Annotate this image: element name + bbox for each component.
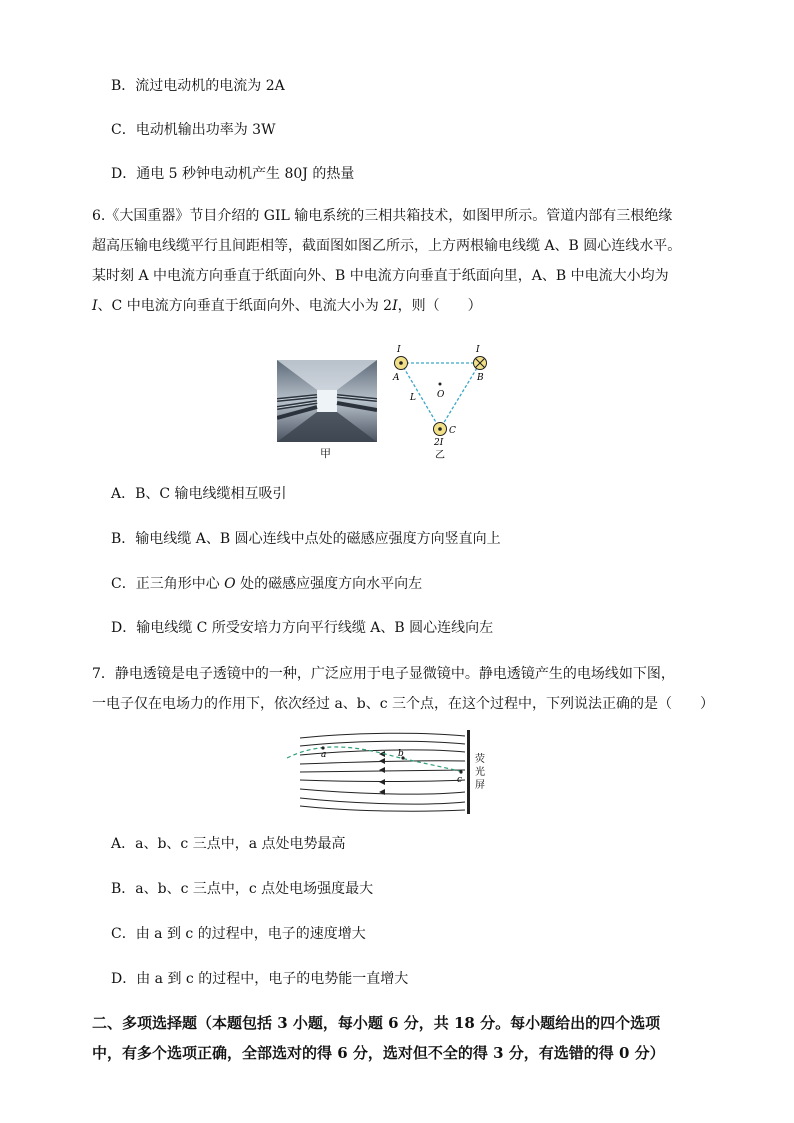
label-ib: I xyxy=(476,345,480,355)
diagram-caption: 乙 xyxy=(435,450,445,460)
q5-option-c: C．电动机输出功率为 3W xyxy=(111,122,276,138)
q7-option-b: B．a、b、c 三点中，c 点处电场强度最大 xyxy=(111,881,374,897)
label-point-a: a xyxy=(321,750,327,760)
q6-option-a: A．B、C 输电线缆相互吸引 xyxy=(111,486,287,502)
label-ia: I xyxy=(397,345,401,355)
label-b: B xyxy=(477,373,484,383)
q6-stem xyxy=(92,201,712,321)
q7-line-2: 一电子仅在电场力的作用下，依次经过 a、b、c 三个点，在这个过程中，下列说法正确的是（ ） xyxy=(92,696,715,712)
q6-photo-caption: 甲 xyxy=(320,447,331,460)
label-point-b: b xyxy=(398,749,404,759)
q6-cross-section-diagram xyxy=(388,342,498,460)
q6-option-c: C．正三角形中心 O 处的磁感应强度方向水平向左 xyxy=(111,576,423,592)
label-c: C xyxy=(449,426,456,436)
label-2i: 2I xyxy=(434,438,444,448)
screen-label-1: 荧 xyxy=(475,754,485,765)
label-a: A xyxy=(393,373,400,383)
section-2-line-2: 中，有多个选项正确，全部选对的得 6 分，选对但不全的得 3 分，有选错的得 0 分） xyxy=(92,1044,665,1062)
q7-option-a: A．a、b、c 三点中，a 点处电势最高 xyxy=(111,836,346,852)
q6-line-1: 6.《大国重器》节目介绍的 GIL 输电系统的三相共箱技术，如图甲所示。管道内部有三根绝缘 xyxy=(92,208,673,224)
q7-option-d: D．由 a 到 c 的过程中，电子的电势能一直增大 xyxy=(111,971,409,987)
q6-line-2: 超高压输电线缆平行且间距相等，截面图如图乙所示，上方两根输电线缆 A、B 圆心连线水平。 xyxy=(92,238,682,254)
field-lines xyxy=(300,733,465,811)
q5-option-b: B．流过电动机的电流为 2A xyxy=(111,78,285,94)
center-o-dot xyxy=(439,383,442,386)
q7-option-c: C．由 a 到 c 的过程中，电子的速度增大 xyxy=(111,926,366,942)
label-l: L xyxy=(410,393,416,403)
screen-label-2: 光 xyxy=(475,767,485,778)
section-2-line-1: 二、多项选择题（本题包括 3 小题，每小题 6 分，共 18 分。每小题给出的四个选项 xyxy=(92,1014,661,1032)
field-arrows xyxy=(379,751,385,795)
label-point-c: c xyxy=(457,775,463,785)
q6-line-3: 某时刻 A 中电流方向垂直于纸面向外、B 中电流方向垂直于纸面向里，A、B 中电流大小均为 xyxy=(92,268,669,284)
q5-option-d: D．通电 5 秒钟电动机产生 80J 的热量 xyxy=(111,166,355,182)
q6-line-4: I、C 中电流方向垂直于纸面向外、电流大小为 2I，则（ ） xyxy=(92,298,482,314)
fluorescent-screen xyxy=(467,730,470,814)
q6-option-b: B．输电线缆 A、B 圆心连线中点处的磁感应强度方向竖直向上 xyxy=(111,531,501,547)
cable-c-out-icon xyxy=(434,423,447,436)
q6-option-d: D．输电线缆 C 所受安培力方向平行线缆 A、B 圆心连线向左 xyxy=(111,620,494,636)
cable-a-out-icon xyxy=(395,357,408,370)
section-2-heading xyxy=(92,1008,712,1068)
q6-photo-figure xyxy=(277,360,377,442)
q7-line-1: 7．静电透镜是电子透镜中的一种，广泛应用于电子显微镜中。静电透镜产生的电场线如下图， xyxy=(92,666,675,682)
label-o: O xyxy=(437,390,445,400)
point-c-dot xyxy=(459,770,462,773)
screen-label-3: 屏 xyxy=(475,780,485,791)
cable-b-in-icon xyxy=(474,357,487,370)
q7-stem xyxy=(92,659,715,719)
tunnel-photo-image xyxy=(277,360,377,442)
q7-field-diagram xyxy=(275,730,495,814)
